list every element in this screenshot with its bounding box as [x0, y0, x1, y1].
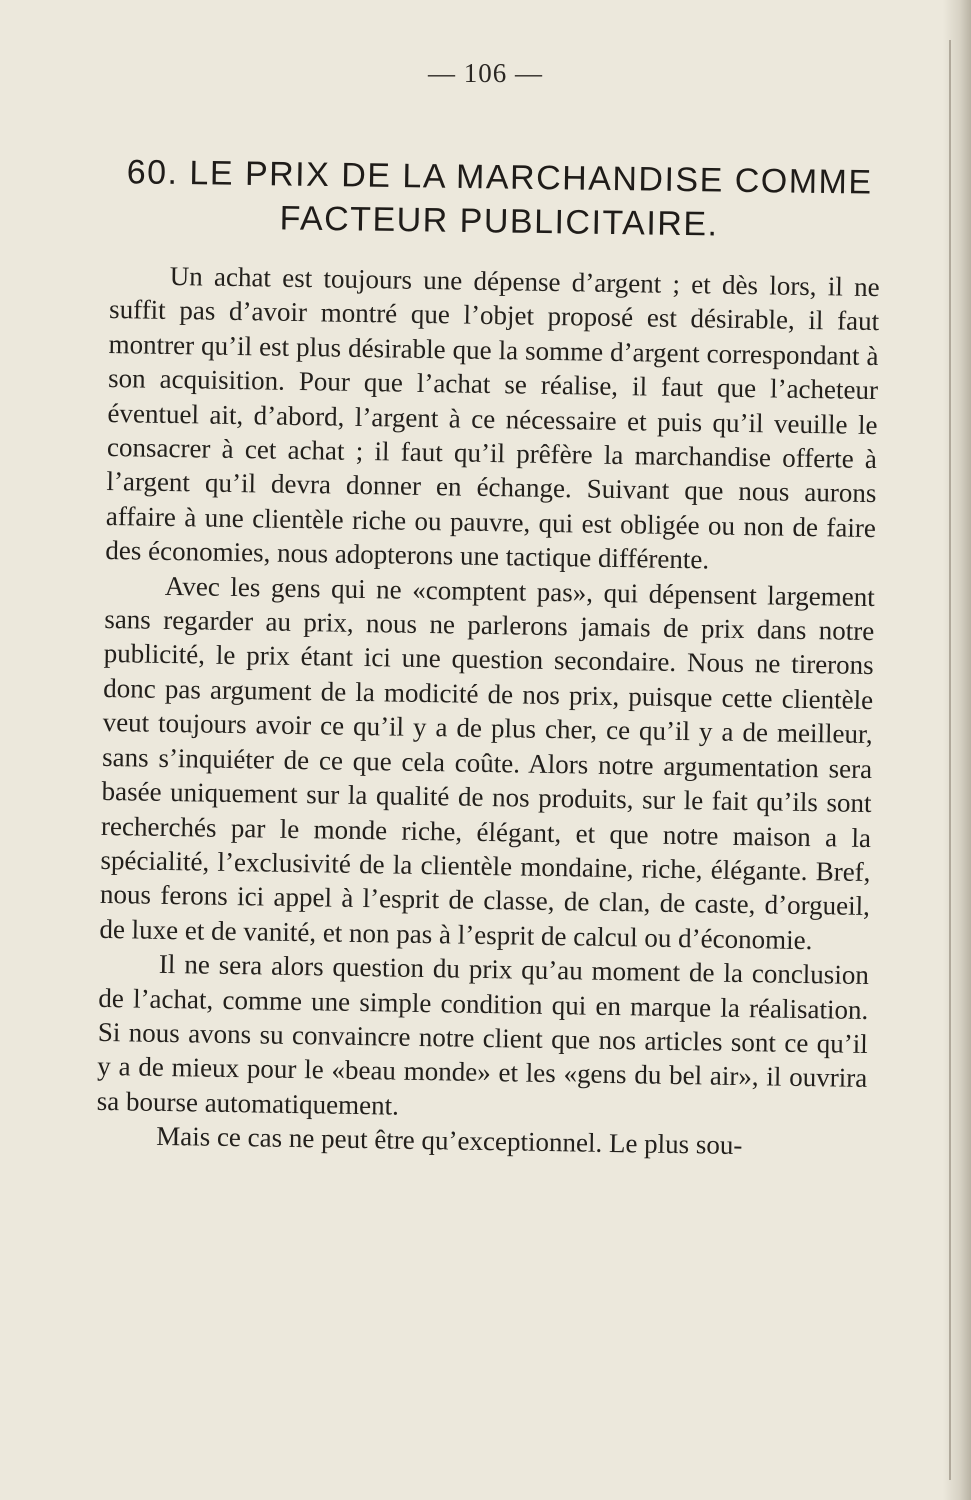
body-text: [96, 258, 880, 1165]
paragraph: Avec les gens qui ne «comptent pas», qui dépensent largement sans regarder au prix, nous ne parlerons jamais de prix dans notre publicité, le prix étant ici une question secondaire. Nous ne tirerons donc pas argument de la modicité de nos prix, puisque cette clientèle veut toujours avoir ce qu’il y a de plus cher, ce qu’il y a de meilleur, sans s’inquiéter de ce que cela coûte. Alors notre argumentation sera basée uniquement sur la qualité de nos produits, sur le fait qu’ils sont recherchés par le monde riche, élégant, et que notre maison a la spécialité, l’exclusivité de la clientèle mondaine, riche, élégante. Bref, nous ferons ici appel à l’esprit de classe, de clan, de caste, d’orgueil, de luxe et de vanité, et non pas à l’esprit de calcul ou d’économie.: [99, 570, 876, 955]
page-number: — 106 —: [428, 58, 543, 88]
page-edge-shadow: [943, 0, 971, 1500]
page-edge-line: [949, 40, 951, 1480]
section-heading: 60. LE PRIX DE LA MARCHANDISE COMME FACTEUR PUBLICITAIRE.: [126, 153, 873, 244]
paragraph: Un achat est toujours une dépense d’argent ; et dès lors, il ne suffit pas d’avoir montré que l’objet proposé est désirable, il faut montrer qu’il est plus désirable que la somme d’argent correspondant à son acquisition. Pour que l’achat se réalise, il faut que l’acheteur éventuel ait, d’abord, l’argent à ce nécessaire et puis qu’il veuille le consacrer à cet achat ; il faut qu’il prêfère la marchandise offerte à l’argent qu’il devra donner en échange. Suivant que nous aurons affaire à une clientèle riche ou pauvre, qui est obligée ou non de faire des économies, nous adopterons une tactique différente.: [105, 260, 880, 575]
paragraph: Mais ce cas ne peut être qu’exceptionnel. Le plus sou-: [155, 1120, 743, 1161]
paragraph: Il ne sera alors question du prix qu’au moment de la conclusion de l’achat, comme une simple condition qui en marque la réalisation. Si nous avons su convaincre notre client que nos articles sont ce qu’il y a de mieux pour le «beau monde» et les «gens du bel air», il ouvrira sa bourse automatiquement.: [96, 948, 870, 1121]
